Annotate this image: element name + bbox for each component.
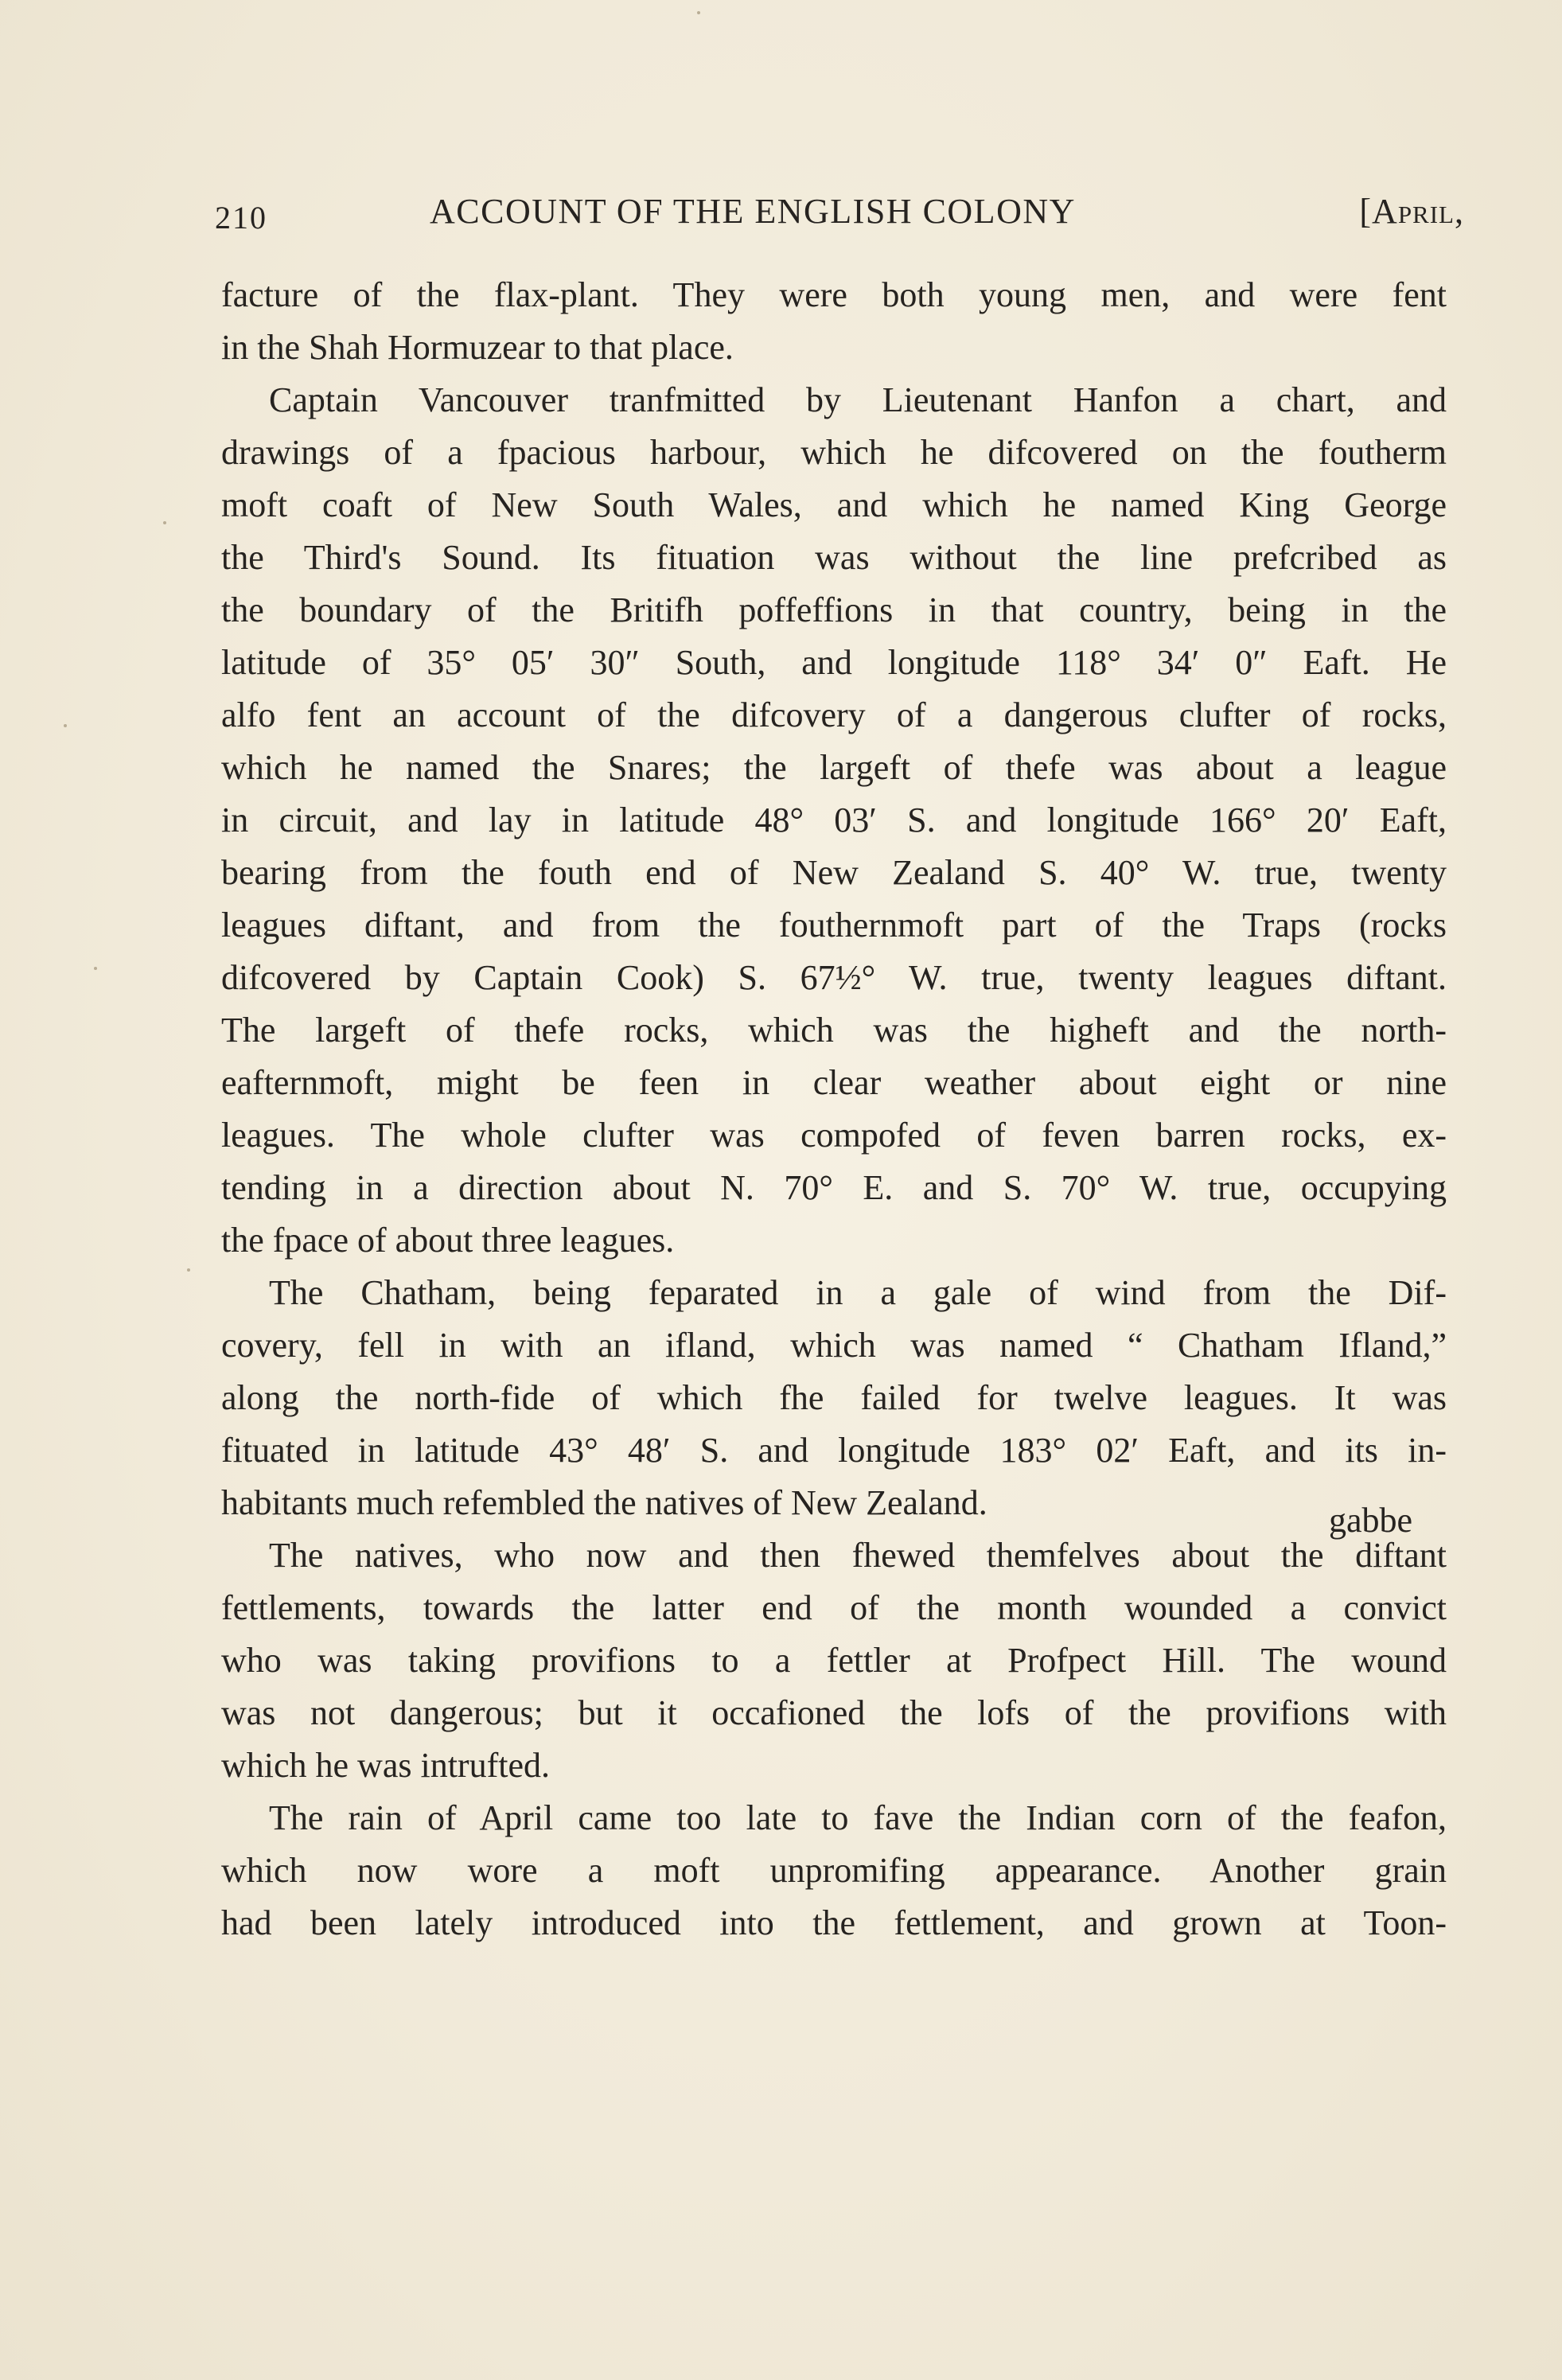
text-line: in the Shah Hormuzear to that place. [221, 328, 734, 367]
text-line: which he named the Snares; the largeft of thefe was about a league [221, 748, 1447, 787]
text-line: in circuit, and lay in latitude 48° 03′ S. and longitude 166° 20′ Eaft, [221, 800, 1447, 839]
text-line: difcovered by Captain Cook) S. 67½° W. true, twenty leagues diftant. [221, 958, 1447, 997]
text-line: latitude of 35° 05′ 30″ South, and longitude 118° 34′ 0″ Eaft. He [221, 643, 1447, 682]
text-line: The natives, who now and then fhewed themfelves about the diftant [269, 1536, 1447, 1575]
text-line: The largeft of thefe rocks, which was the higheft and the north- [221, 1011, 1447, 1050]
text-line: the fpace of about three leagues. [221, 1221, 675, 1260]
month-heading: [April, [1359, 192, 1464, 231]
text-line: Captain Vancouver tranfmitted by Lieutenant Hanfon a chart, and [269, 380, 1447, 419]
text-line: The rain of April came too late to fave the Indian corn of the feafon, [269, 1798, 1447, 1837]
text-line: which he was intrufted. [221, 1746, 550, 1785]
text-line: habitants much refembled the natives of New Zealand. [221, 1483, 987, 1522]
text-line: eafternmoft, might be feen in clear weather about eight or nine [221, 1063, 1447, 1102]
paper-speck [187, 1268, 190, 1272]
text-line: had been lately introduced into the fettlement, and grown at Toon- [221, 1903, 1447, 1942]
text-line: alfo fent an account of the difcovery of a dangerous clufter of rocks, [221, 695, 1447, 734]
text-line: The Chatham, being feparated in a gale of wind from the Dif- [269, 1273, 1447, 1312]
paper-speck [697, 11, 700, 14]
text-line: tending in a direction about N. 70° E. and S. 70° W. true, occupying [221, 1168, 1447, 1207]
text-line: covery, fell in with an ifland, which was named “ Chatham Ifland,” [221, 1326, 1447, 1365]
catchword: gabbe [1329, 1501, 1413, 1540]
body-text [221, 269, 1447, 1950]
paper-speck [94, 967, 97, 970]
text-line: fettlements, towards the latter end of the month wounded a convict [221, 1588, 1447, 1627]
paper-speck [64, 724, 67, 727]
text-line: leagues diftant, and from the fouthernmoft part of the Traps (rocks [221, 906, 1447, 945]
text-line: leagues. The whole clufter was compofed of feven barren rocks, ex- [221, 1116, 1447, 1155]
text-line: drawings of a fpacious harbour, which he difcovered on the foutherm [221, 433, 1447, 472]
page-header [215, 191, 1464, 239]
text-line: moft coaft of New South Wales, and which he named King George [221, 485, 1447, 524]
text-line: which now wore a moft unpromifing appearance. Another grain [221, 1851, 1447, 1890]
text-line: fituated in latitude 43° 48′ S. and longitude 183° 02′ Eaft, and its in- [221, 1431, 1447, 1470]
text-line: the Third's Sound. Its fituation was without the line prefcribed as [221, 538, 1447, 577]
text-line: facture of the flax-plant. They were both young men, and were fent [221, 275, 1447, 314]
text-line: was not dangerous; but it occafioned the lofs of the provifions with [221, 1693, 1447, 1732]
text-line: who was taking provifions to a fettler at Profpect Hill. The wound [221, 1641, 1447, 1680]
text-line: bearing from the fouth end of New Zealand S. 40° W. true, twenty [221, 853, 1447, 892]
page-number: 210 [215, 200, 267, 236]
text-line: along the north-fide of which fhe failed for twelve leagues. It was [221, 1378, 1447, 1417]
text-line: the boundary of the Britifh poffeffions in that country, being in the [221, 590, 1447, 629]
paper-speck [163, 521, 166, 524]
running-title: ACCOUNT OF THE ENGLISH COLONY [430, 192, 1076, 231]
